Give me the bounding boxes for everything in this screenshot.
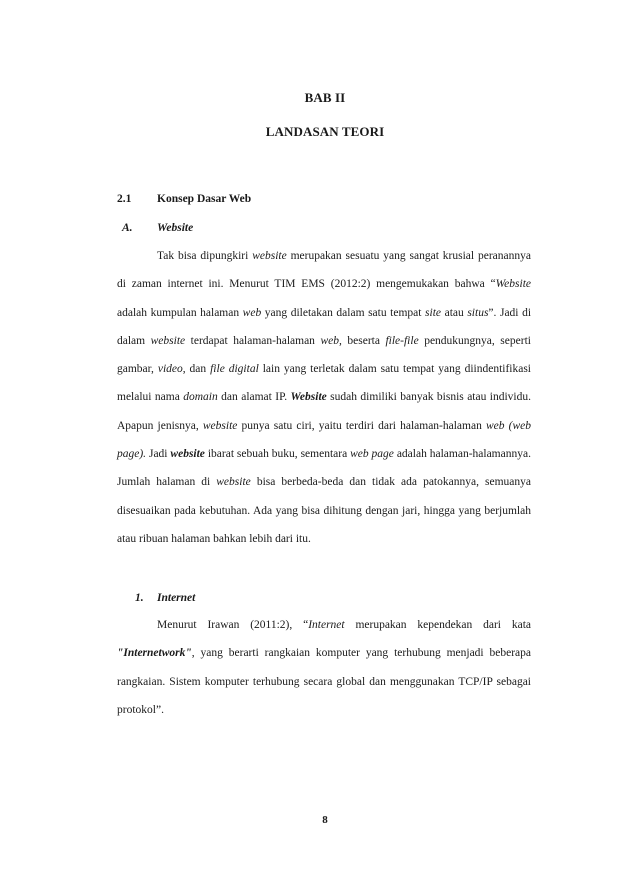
italic-run: site bbox=[425, 306, 442, 319]
chapter-number: BAB II bbox=[304, 90, 346, 105]
paragraph-internet bbox=[117, 611, 531, 724]
text-run: beserta bbox=[341, 334, 386, 347]
italic-run: website bbox=[150, 334, 186, 347]
text-run: pendukungnya, seperti gambar, bbox=[117, 334, 531, 376]
italic-run: web bbox=[242, 306, 262, 319]
text-run: ibarat sebuah buku, sementara bbox=[204, 448, 351, 461]
text-run: ”. Jadi di dalam bbox=[117, 306, 532, 347]
italic-run: file-file bbox=[385, 334, 419, 347]
text-run: merupakan kependekan dari kata bbox=[344, 619, 531, 631]
italic-run: file digital bbox=[210, 363, 259, 376]
text-run: Jadi bbox=[146, 448, 171, 461]
text-run: bisa berbeda-beda dan tidak ada patokannya, semuanya disesuaikan pada kebutuhan. Ada yang bisa dihitung dengan jari, hingga yang berjumlah atau ribuan halaman bahkan lebih dari itu. bbox=[117, 476, 531, 545]
text-run: , yang berarti rangkaian komputer yang terhubung menjadi beberapa rangkaian. Sistem komputer terhubung secara global dan menggunakan TCP/IP sebagai protokol”. bbox=[117, 647, 531, 716]
italic-run: website bbox=[202, 419, 238, 432]
italic-run: domain bbox=[183, 391, 218, 404]
text-run: sudah dimiliki banyak bisnis atau individu. Apapun jenisnya, bbox=[117, 391, 531, 432]
text-run: merupakan sesuatu yang sangat krusial peranannya di zaman internet ini. Menurut TIM EMS (2012:2) mengemukakan bahwa “ bbox=[117, 250, 531, 291]
text-run: terdapat halaman-halaman bbox=[185, 334, 321, 347]
italic-run: website bbox=[216, 476, 251, 489]
chapter-title: LANDASAN TEORI bbox=[265, 124, 385, 139]
subsection-title-website: Website bbox=[157, 222, 194, 234]
section-number: 2.1 bbox=[117, 193, 132, 205]
italic-run: Internet bbox=[308, 619, 345, 631]
italic-run: situs bbox=[467, 306, 489, 319]
italic-run: website bbox=[252, 250, 287, 262]
bold-italic-run: "Internetwork" bbox=[117, 647, 192, 660]
text-run: Tak bisa dipungkiri bbox=[157, 250, 253, 262]
subsection-title-internet: Internet bbox=[157, 592, 196, 604]
italic-run: web (web page). bbox=[117, 419, 531, 461]
text-run: adalah halaman-halamannya. Jumlah halaman di bbox=[117, 448, 531, 489]
paragraph-website bbox=[117, 242, 531, 553]
italic-run: web page bbox=[350, 448, 394, 461]
text-run: lain yang terletak dalam satu tempat yang diindentifikasi melalui nama bbox=[117, 363, 532, 404]
italic-run: web, bbox=[320, 334, 342, 347]
italic-run: video bbox=[157, 363, 183, 376]
subsection-number: 1. bbox=[135, 592, 144, 604]
text-run: Menurut Irawan (2011:2), “ bbox=[157, 619, 309, 631]
italic-run: Website bbox=[495, 278, 531, 291]
text-run: adalah kumpulan halaman bbox=[117, 306, 243, 319]
text-run: dan alamat IP. bbox=[217, 391, 291, 404]
text-run: atau bbox=[441, 306, 468, 319]
subsection-letter: A. bbox=[122, 222, 133, 234]
bold-italic-run: website bbox=[170, 448, 205, 461]
bold-italic-run: Website bbox=[290, 391, 327, 404]
text-run: punya satu ciri, yaitu terdiri dari halaman-halaman bbox=[237, 419, 486, 432]
text-run: yang diletakan dalam satu tempat bbox=[261, 306, 426, 319]
page-number: 8 bbox=[322, 814, 328, 826]
text-run: , dan bbox=[182, 363, 211, 376]
section-title: Konsep Dasar Web bbox=[157, 193, 252, 205]
